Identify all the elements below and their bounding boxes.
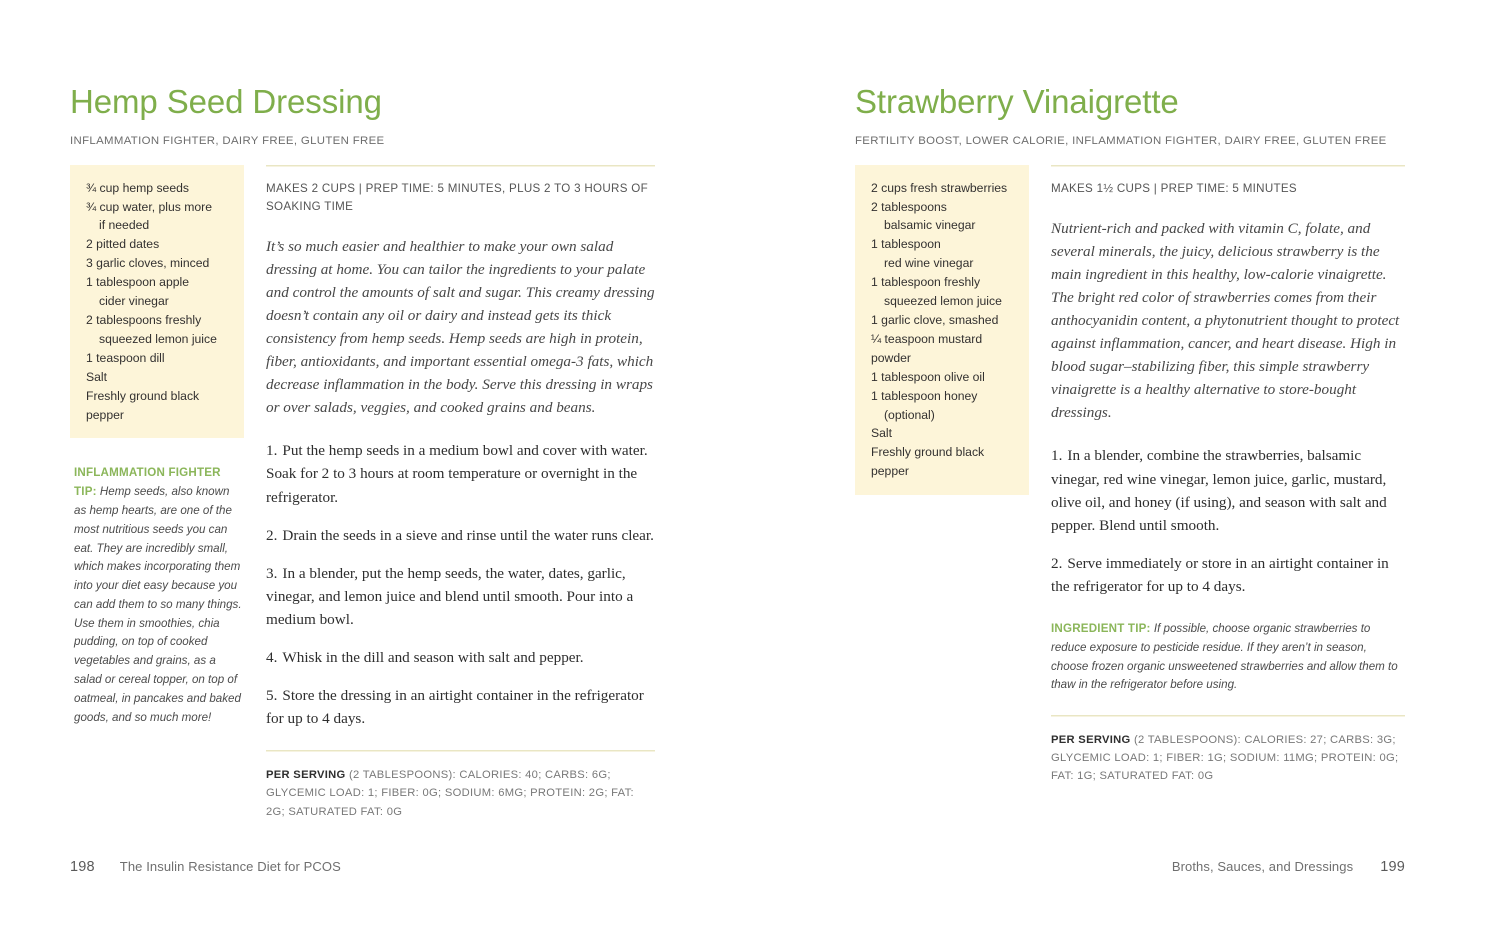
recipe-step [1051,552,1405,598]
ingredient-item: 2 cups fresh strawberries [871,180,1008,195]
ingredient-item: Salt [871,426,893,441]
ingredient-item: squeezed lemon juice [884,294,1002,309]
sidebar-tip-label: INFLAMMATION FIGHTER TIP: [74,466,221,499]
ingredient-tip-label: INGREDIENT TIP: [1051,622,1151,636]
nutrition-values: (2 TABLESPOONS): CALORIES: 27; CARBS: 3G; GLYCEMIC LOAD: 1; FIBER: 1G; SODIUM: 11MG; PROTEIN: 0G; FAT: 1G; SATURATED FAT: 0G [1051,734,1399,783]
ingredient-item: 3 garlic cloves, minced [86,256,210,271]
recipe-step [266,646,655,669]
ingredient-item: 2 pitted dates [86,237,160,252]
step-number: 1. [1051,447,1063,465]
nutrition-rule-right [1051,715,1405,717]
ingredient-item: Freshly ground black pepper [871,445,988,479]
step-text: In a blender, put the hemp seeds, the water, dates, garlic, vinegar, and lemon juice and blend until smooth. Pour into a medium bowl. [266,564,634,628]
ingredient-item: (optional) [884,407,935,422]
recipe-step [266,439,655,508]
yield-rule-left [266,165,655,167]
folio-left: 198 [70,859,95,875]
per-serving-label: PER SERVING [1051,734,1131,747]
step-number: 2. [1051,554,1063,572]
yield-line-left: MAKES 2 CUPS | PREP TIME: 5 MINUTES, PLUS 2 TO 3 HOURS OF SOAKING TIME [266,181,648,213]
running-head-left: The Insulin Resistance Diet for PCOS [119,859,341,874]
ingredients-column-left [70,165,244,728]
recipe-step [266,524,655,547]
ingredient-item: ¼ teaspoon mustard powder [871,331,986,365]
step-number: 5. [266,687,278,705]
ingredient-item: 1 teaspoon dill [86,350,165,365]
folio-right: 199 [1380,859,1405,875]
method-column-right [1051,165,1405,786]
ingredient-list-right [871,179,1017,482]
step-number: 4. [266,648,278,666]
ingredient-item: 1 tablespoon freshly [871,275,981,290]
footer-left [70,859,341,875]
ingredient-item: squeezed lemon juice [99,331,217,346]
recipe-step [266,562,655,631]
recipe-step [266,684,655,730]
step-text: Put the hemp seeds in a medium bowl and cover with water. Soak for 2 to 3 hours at room temperature or overnight in the refrigerator. [266,442,648,506]
per-serving-label: PER SERVING [266,769,346,782]
content-columns-left [70,165,655,821]
ingredient-item: if needed [99,218,150,233]
step-text: Whisk in the dill and season with salt and pepper. [282,648,584,666]
ingredients-column-right [855,165,1029,496]
step-number: 3. [266,564,278,582]
nutrition-left [266,766,655,820]
ingredient-card-left [70,165,244,439]
running-head-right: Broths, Sauces, and Dressings [1171,859,1354,874]
ingredient-item: balsamic vinegar [884,218,976,233]
footer-right [1172,859,1405,875]
nutrition-values: (2 TABLESPOONS): CALORIES: 40; CARBS: 6G; GLYCEMIC LOAD: 1; FIBER: 0G; SODIUM: 6MG; PROTEIN: 2G; FAT: 2G; SATURATED FAT: 0G [266,769,634,818]
steps-list-left [266,439,655,730]
ingredient-list-left [86,179,232,425]
sidebar-tip-left [70,464,244,727]
yield-line-right: MAKES 1½ CUPS | PREP TIME: 5 MINUTES [1051,181,1297,195]
ingredient-item: Freshly ground black pepper [86,388,203,422]
ingredient-item: 1 tablespoon [871,237,941,252]
method-column-left [266,165,655,821]
ingredient-item: 1 garlic clove, smashed [871,312,999,327]
nutrition-rule-left [266,750,655,752]
content-columns-right [855,165,1405,786]
ingredient-tip-right [1051,620,1405,695]
headnote-left: It’s so much easier and healthier to make your own salad dressing at home. You can tailor the ingredients to your palate and control the amounts of salt and sugar. This creamy dressing doesn’t contain any oil or dairy and instead gets its thick consistency from hemp seeds. Hemp seeds are high in protein, fiber, antioxidants, and important essential omega-3 fats, which decrease inflammation in the body. Serve this dressing in wraps or over salads, veggies, and cooked grains and beans. [266,237,655,417]
page-right [750,0,1500,925]
page-title-left: Hemp Seed Dressing [70,83,382,120]
steps-list-right [1051,444,1405,598]
step-text: Serve immediately or store in an airtight container in the refrigerator for up to 4 days. [1051,554,1389,595]
headnote-right: Nutrient-rich and packed with vitamin C, folate, and several minerals, the juicy, delicious strawberry is the main ingredient in this healthy, low-calorie vinaigrette. The bright red color of strawberries comes from their anthocyanidin content, a phytonutrient thought to protect against inflammation, cancer, and heart disease. High in blood sugar–stabilizing fiber, this simple strawberry vinaigrette is a healthy alternative to store-bought dressings. [1051,219,1400,422]
yield-rule-right [1051,165,1405,167]
recipe-tags-left: INFLAMMATION FIGHTER, DAIRY FREE, GLUTEN FREE [70,134,385,147]
step-number: 1. [266,442,278,460]
ingredient-item: 2 tablespoons [871,199,947,214]
ingredient-tip-body: If possible, choose organic strawberries to reduce exposure to pesticide residue. If they aren’t in season, choose frozen organic unsweetened strawberries and allow them to thaw in the refrigerator before using. [1051,622,1398,692]
ingredient-item: 1 tablespoon olive oil [871,369,985,384]
ingredient-item: 2 tablespoons freshly [86,312,202,327]
step-text: Drain the seeds in a sieve and rinse until the water runs clear. [282,526,654,544]
ingredient-item: 1 tablespoon apple [86,275,190,290]
page-title-right: Strawberry Vinaigrette [855,83,1179,120]
step-text: Store the dressing in an airtight container in the refrigerator for up to 4 days. [266,687,644,728]
ingredient-item: red wine vinegar [884,256,974,271]
ingredient-item: Salt [86,369,108,384]
step-number: 2. [266,526,278,544]
ingredient-item: ¾ cup hemp seeds [86,180,189,195]
ingredient-item: ¾ cup water, plus more [86,199,212,214]
recipe-step [1051,444,1405,536]
ingredient-item: cider vinegar [99,294,169,309]
step-text: In a blender, combine the strawberries, balsamic vinegar, red wine vinegar, lemon juice, garlic, mustard, olive oil, and honey (if using), and season with salt and pepper. Blend until smooth. [1051,447,1387,534]
sidebar-tip-body: Hemp seeds, also known as hemp hearts, are one of the most nutritious seeds you can eat. They are incredibly small, which makes incorporating them into your diet easy because you can add them to so many things. Use them in smoothies, chia pudding, on top of cooked vegetables and grains, as a salad or cereal topper, on top of oatmeal, in pancakes and baked goods, and so much more! [74,485,242,724]
recipe-tags-right: FERTILITY BOOST, LOWER CALORIE, INFLAMMATION FIGHTER, DAIRY FREE, GLUTEN FREE [855,134,1387,147]
nutrition-right [1051,731,1405,785]
ingredient-item: 1 tablespoon honey [871,388,978,403]
ingredient-card-right [855,165,1029,496]
